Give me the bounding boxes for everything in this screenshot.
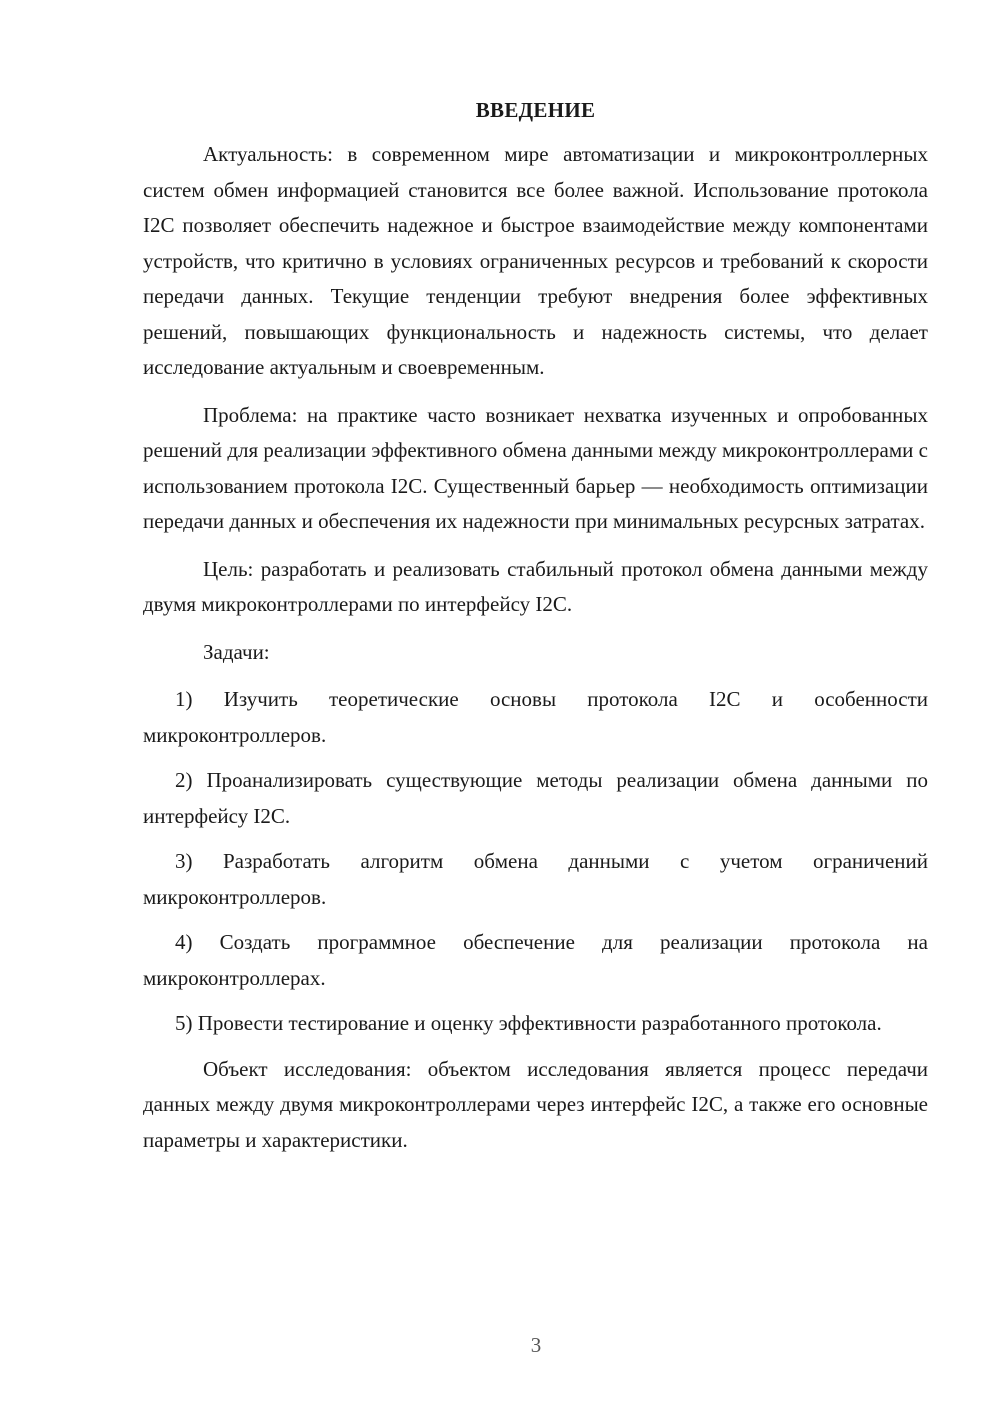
page-number: 3: [530, 1333, 542, 1357]
task-item: 5) Провести тестирование и оценку эффективности разработанного протокола.: [175, 1011, 882, 1035]
goal-paragraph: Цель: разработать и реализовать стабильный протокол обмена данными между двумя микроконтроллерами по интерфейсу I2C.: [143, 556, 928, 616]
section-heading: ВВЕДЕНИЕ: [475, 98, 596, 122]
task-item: 4) Создать программное обеспечение для реализации протокола на микроконтроллерах.: [143, 930, 928, 990]
page-content: [143, 95, 928, 1170]
relevance-paragraph: Актуальность: в современном мире автоматизации и микроконтроллерных систем обмен информацией становится все более важной. Использование протокола I2C позволяет обеспечить надежное и быстрое взаимодействие между компонентами устройств, что критично в условиях ограниченных ресурсов и требований к скорости передачи данных. Текущие тенденции требуют внедрения более эффективных решений, повышающих функциональность и надежность системы, что делает исследование актуальным и своевременным.: [143, 142, 928, 379]
task-item: 2) Проанализировать существующие методы реализации обмена данными по интерфейсу I2C.: [143, 768, 928, 828]
object-paragraph: Объект исследования: объектом исследования является процесс передачи данных между двумя микроконтроллерами через интерфейс I2C, а также его основные параметры и характеристики.: [143, 1056, 928, 1152]
task-item: 3) Разработать алгоритм обмена данными с учетом ограничений микроконтроллеров.: [143, 849, 928, 909]
problem-paragraph: Проблема: на практике часто возникает нехватка изученных и опробованных решений для реализации эффективного обмена данными между микроконтроллерами с использованием протокола I2C. Существенный барьер — необходимость оптимизации передачи данных и обеспечения их надежности при минимальных ресурсных затратах.: [143, 402, 928, 533]
tasks-label: Задачи:: [203, 639, 270, 664]
tasks-list: [143, 682, 928, 1042]
task-item: 1) Изучить теоретические основы протокола I2C и особенности микроконтроллеров.: [143, 687, 928, 747]
